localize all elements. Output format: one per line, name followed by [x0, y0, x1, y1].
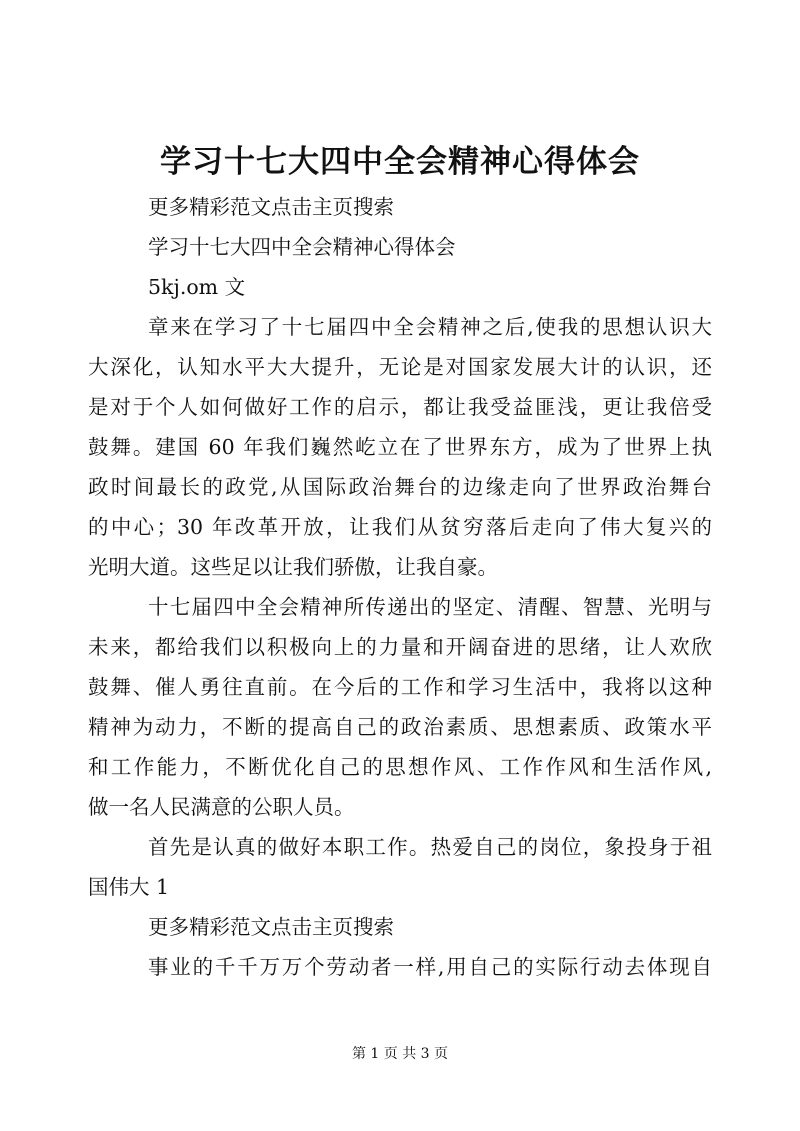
paragraph-line: 事业的千千万万个劳动者一样,用自己的实际行动去体现自	[148, 955, 712, 979]
paragraph-line: 十七届四中全会精神所传递出的坚定、清醒、智慧、光明与	[148, 595, 712, 619]
paragraph-line: 大深化，认知水平大大提升，无论是对国家发展大计的认识，还	[88, 355, 712, 379]
paragraph-line: 做一名人民满意的公职人员。	[88, 795, 355, 819]
paragraph-line: 首先是认真的做好本职工作。热爱自己的岗位，象投身于祖	[148, 835, 712, 859]
paragraph-line: 是对于个人如何做好工作的启示，都让我受益匪浅，更让我倍受	[88, 395, 712, 419]
paragraph-line: 的中心；30 年改革开放，让我们从贫穷落后走向了伟大复兴的	[88, 515, 712, 539]
paragraph-line: 未来，都给我们以积极向上的力量和开阔奋进的思绪，让人欢欣	[88, 635, 712, 659]
paragraph-line: 鼓舞、催人勇往直前。在今后的工作和学习生活中，我将以这种	[88, 675, 712, 699]
paragraph-line: 光明大道。这些足以让我们骄傲，让我自豪。	[88, 555, 498, 579]
paragraph-line: 和工作能力，不断优化自己的思想作风、工作作风和生活作风,	[88, 755, 712, 779]
paragraph-line: 精神为动力，不断的提高自己的政治素质、思想素质、政策水平	[88, 715, 712, 739]
paragraph-line: 章来在学习了十七届四中全会精神之后,使我的思想认识大	[148, 315, 712, 339]
paragraph-line: 鼓舞。建国 60 年我们巍然屹立在了世界东方，成为了世界上执	[88, 435, 712, 459]
document-title: 学习十七大四中全会精神心得体会	[160, 144, 640, 180]
page-number-footer: 第 1 页 共 3 页	[351, 1046, 449, 1062]
promo-line: 更多精彩范文点击主页搜索	[148, 915, 394, 939]
paragraph-line: 政时间最长的政党,从国际政治舞台的边缘走向了世界政治舞台	[88, 475, 712, 499]
promo-line: 更多精彩范文点击主页搜索	[148, 195, 394, 219]
paragraph-line: 国伟大 1	[88, 875, 170, 899]
source-line: 5kj.om 文	[148, 275, 246, 299]
subtitle-line: 学习十七大四中全会精神心得体会	[148, 235, 456, 259]
